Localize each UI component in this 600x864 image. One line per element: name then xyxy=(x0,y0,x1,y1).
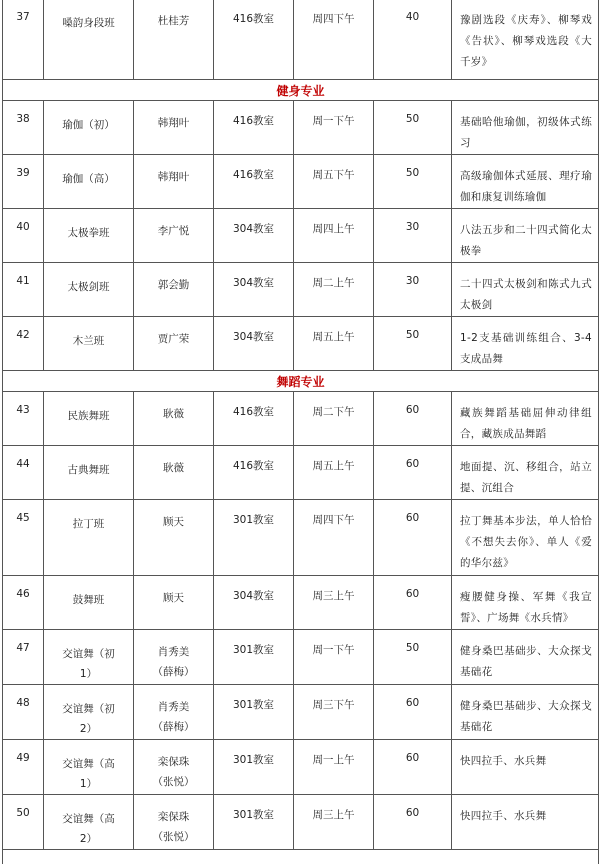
classroom: 304教室 xyxy=(214,263,294,317)
course-name-line: 交谊舞（初 xyxy=(44,699,133,719)
table-row xyxy=(3,576,599,630)
teacher-primary: 耿薇 xyxy=(134,458,213,478)
class-time: 周三下午 xyxy=(294,685,374,740)
class-time: 周五下午 xyxy=(294,155,374,209)
table-row-partial xyxy=(3,850,599,864)
course-name-line: 1） xyxy=(44,774,133,794)
course-number: 46 xyxy=(3,576,44,630)
class-time: 周三上午 xyxy=(294,795,374,850)
teacher-primary: 杜桂芳 xyxy=(134,11,213,31)
course-table-body xyxy=(3,0,599,864)
course-content: 1-2支基础训练组合、3-4支成品舞 xyxy=(452,317,599,371)
class-capacity: 50 xyxy=(374,155,452,209)
teacher-name xyxy=(134,317,214,371)
course-name xyxy=(44,795,134,850)
course-name-line: 太极剑班 xyxy=(44,277,133,297)
course-name xyxy=(44,317,134,371)
class-capacity: 60 xyxy=(374,685,452,740)
classroom: 416教室 xyxy=(214,155,294,209)
course-name xyxy=(44,446,134,500)
classroom: 416教室 xyxy=(214,0,294,80)
class-time: 周五上午 xyxy=(294,446,374,500)
teacher-secondary: （薛梅） xyxy=(134,662,213,682)
classroom: 416教室 xyxy=(214,446,294,500)
course-number: 45 xyxy=(3,500,44,576)
teacher-primary: 栾保珠 xyxy=(134,752,213,772)
course-name-line: 1） xyxy=(44,664,133,684)
teacher-primary: 韩翔叶 xyxy=(134,167,213,187)
table-row xyxy=(3,155,599,209)
teacher-primary: 肖秀美 xyxy=(134,697,213,717)
section-header-row xyxy=(3,371,599,392)
teacher-primary: 韩翔叶 xyxy=(134,113,213,133)
course-number: 42 xyxy=(3,317,44,371)
course-content: 高级瑜伽体式延展、理疗瑜伽和康复训练瑜伽 xyxy=(452,155,599,209)
class-time: 周一上午 xyxy=(294,740,374,795)
teacher-primary: 顾天 xyxy=(134,512,213,532)
teacher-name xyxy=(134,685,214,740)
classroom: 304教室 xyxy=(214,209,294,263)
course-content: 豫剧选段《庆寿》、柳琴戏《告状》、柳琴戏选段《大千岁》 xyxy=(452,0,599,80)
classroom: 301教室 xyxy=(214,795,294,850)
class-time: 周四上午 xyxy=(294,209,374,263)
teacher-primary: 耿薇 xyxy=(134,404,213,424)
course-name-line: 2） xyxy=(44,719,133,739)
table-row xyxy=(3,446,599,500)
classroom: 301教室 xyxy=(214,500,294,576)
course-name-line: 太极拳班 xyxy=(44,223,133,243)
course-table xyxy=(2,0,599,864)
course-number: 47 xyxy=(3,630,44,685)
teacher-name xyxy=(134,630,214,685)
course-number: 39 xyxy=(3,155,44,209)
course-number: 43 xyxy=(3,392,44,446)
classroom: 304教室 xyxy=(214,317,294,371)
partial-cell xyxy=(3,850,599,864)
course-content: 拉丁舞基本步法，单人恰恰《不想失去你》、单人《爱的华尔兹》 xyxy=(452,500,599,576)
classroom: 301教室 xyxy=(214,685,294,740)
teacher-name xyxy=(134,209,214,263)
course-name xyxy=(44,630,134,685)
table-row xyxy=(3,630,599,685)
section-title: 舞蹈专业 xyxy=(3,371,599,392)
classroom: 301教室 xyxy=(214,630,294,685)
class-capacity: 60 xyxy=(374,500,452,576)
teacher-name xyxy=(134,263,214,317)
course-name xyxy=(44,740,134,795)
classroom: 304教室 xyxy=(214,576,294,630)
table-row xyxy=(3,209,599,263)
section-title: 健身专业 xyxy=(3,80,599,101)
course-name xyxy=(44,101,134,155)
teacher-name xyxy=(134,576,214,630)
teacher-primary: 郭会勤 xyxy=(134,275,213,295)
class-capacity: 60 xyxy=(374,392,452,446)
course-name xyxy=(44,500,134,576)
course-name xyxy=(44,392,134,446)
class-capacity: 50 xyxy=(374,317,452,371)
course-name-line: 瑜伽（初） xyxy=(44,115,133,135)
course-name-line: 2） xyxy=(44,829,133,849)
course-number: 41 xyxy=(3,263,44,317)
table-row xyxy=(3,263,599,317)
course-content: 基础哈他瑜伽，初级体式练习 xyxy=(452,101,599,155)
teacher-name xyxy=(134,0,214,80)
course-name-line: 鼓舞班 xyxy=(44,590,133,610)
table-row xyxy=(3,101,599,155)
classroom: 416教室 xyxy=(214,392,294,446)
teacher-name xyxy=(134,795,214,850)
course-name-line: 民族舞班 xyxy=(44,406,133,426)
teacher-name xyxy=(134,500,214,576)
course-name-line: 嗓韵身段班 xyxy=(44,13,133,33)
course-name-line: 木兰班 xyxy=(44,331,133,351)
class-time: 周三上午 xyxy=(294,576,374,630)
course-name xyxy=(44,263,134,317)
class-capacity: 30 xyxy=(374,209,452,263)
teacher-primary: 栾保珠 xyxy=(134,807,213,827)
class-time: 周四下午 xyxy=(294,0,374,80)
course-name xyxy=(44,209,134,263)
course-content: 快四拉手、水兵舞 xyxy=(452,740,599,795)
class-time: 周四下午 xyxy=(294,500,374,576)
course-name-line: 古典舞班 xyxy=(44,460,133,480)
course-content: 藏族舞蹈基础屈伸动律组合，藏族成品舞蹈 xyxy=(452,392,599,446)
table-row xyxy=(3,317,599,371)
class-time: 周一下午 xyxy=(294,101,374,155)
teacher-name xyxy=(134,740,214,795)
classroom: 301教室 xyxy=(214,740,294,795)
class-capacity: 50 xyxy=(374,101,452,155)
course-content: 八法五步和二十四式简化太极拳 xyxy=(452,209,599,263)
class-capacity: 60 xyxy=(374,576,452,630)
course-content: 二十四式太极剑和陈式九式太极剑 xyxy=(452,263,599,317)
class-capacity: 30 xyxy=(374,263,452,317)
teacher-primary: 肖秀美 xyxy=(134,642,213,662)
teacher-secondary: （薛梅） xyxy=(134,717,213,737)
table-row xyxy=(3,740,599,795)
course-number: 40 xyxy=(3,209,44,263)
class-capacity: 60 xyxy=(374,795,452,850)
course-name-line: 交谊舞（高 xyxy=(44,809,133,829)
course-name-line: 交谊舞（高 xyxy=(44,754,133,774)
course-number: 38 xyxy=(3,101,44,155)
teacher-secondary: （张悦） xyxy=(134,772,213,792)
course-name-line: 交谊舞（初 xyxy=(44,644,133,664)
section-header-row xyxy=(3,80,599,101)
class-capacity: 60 xyxy=(374,446,452,500)
course-name xyxy=(44,155,134,209)
course-number: 50 xyxy=(3,795,44,850)
table-row xyxy=(3,685,599,740)
class-capacity: 50 xyxy=(374,630,452,685)
class-time: 周五上午 xyxy=(294,317,374,371)
course-number: 44 xyxy=(3,446,44,500)
course-content: 快四拉手、水兵舞 xyxy=(452,795,599,850)
course-name xyxy=(44,685,134,740)
class-capacity: 60 xyxy=(374,740,452,795)
course-name xyxy=(44,576,134,630)
teacher-primary: 李广悦 xyxy=(134,221,213,241)
course-content: 地面提、沉、移组合，站立提、沉组合 xyxy=(452,446,599,500)
course-name-line: 拉丁班 xyxy=(44,514,133,534)
course-content: 瘦腰健身操、军舞《我宣誓》、广场舞《水兵情》 xyxy=(452,576,599,630)
class-time: 周二下午 xyxy=(294,392,374,446)
class-time: 周一下午 xyxy=(294,630,374,685)
course-name xyxy=(44,0,134,80)
teacher-name xyxy=(134,392,214,446)
course-content: 健身桑巴基础步、大众探戈基础花 xyxy=(452,685,599,740)
class-capacity: 40 xyxy=(374,0,452,80)
course-name-line: 瑜伽（高） xyxy=(44,169,133,189)
teacher-name xyxy=(134,101,214,155)
class-time: 周二上午 xyxy=(294,263,374,317)
classroom: 416教室 xyxy=(214,101,294,155)
teacher-primary: 贾广荣 xyxy=(134,329,213,349)
table-row xyxy=(3,500,599,576)
course-content: 健身桑巴基础步、大众探戈基础花 xyxy=(452,630,599,685)
teacher-primary: 顾天 xyxy=(134,588,213,608)
table-row xyxy=(3,795,599,850)
course-number: 48 xyxy=(3,685,44,740)
course-number: 37 xyxy=(3,0,44,80)
teacher-name xyxy=(134,155,214,209)
course-number: 49 xyxy=(3,740,44,795)
teacher-secondary: （张悦） xyxy=(134,827,213,847)
table-row xyxy=(3,0,599,80)
teacher-name xyxy=(134,446,214,500)
table-row xyxy=(3,392,599,446)
